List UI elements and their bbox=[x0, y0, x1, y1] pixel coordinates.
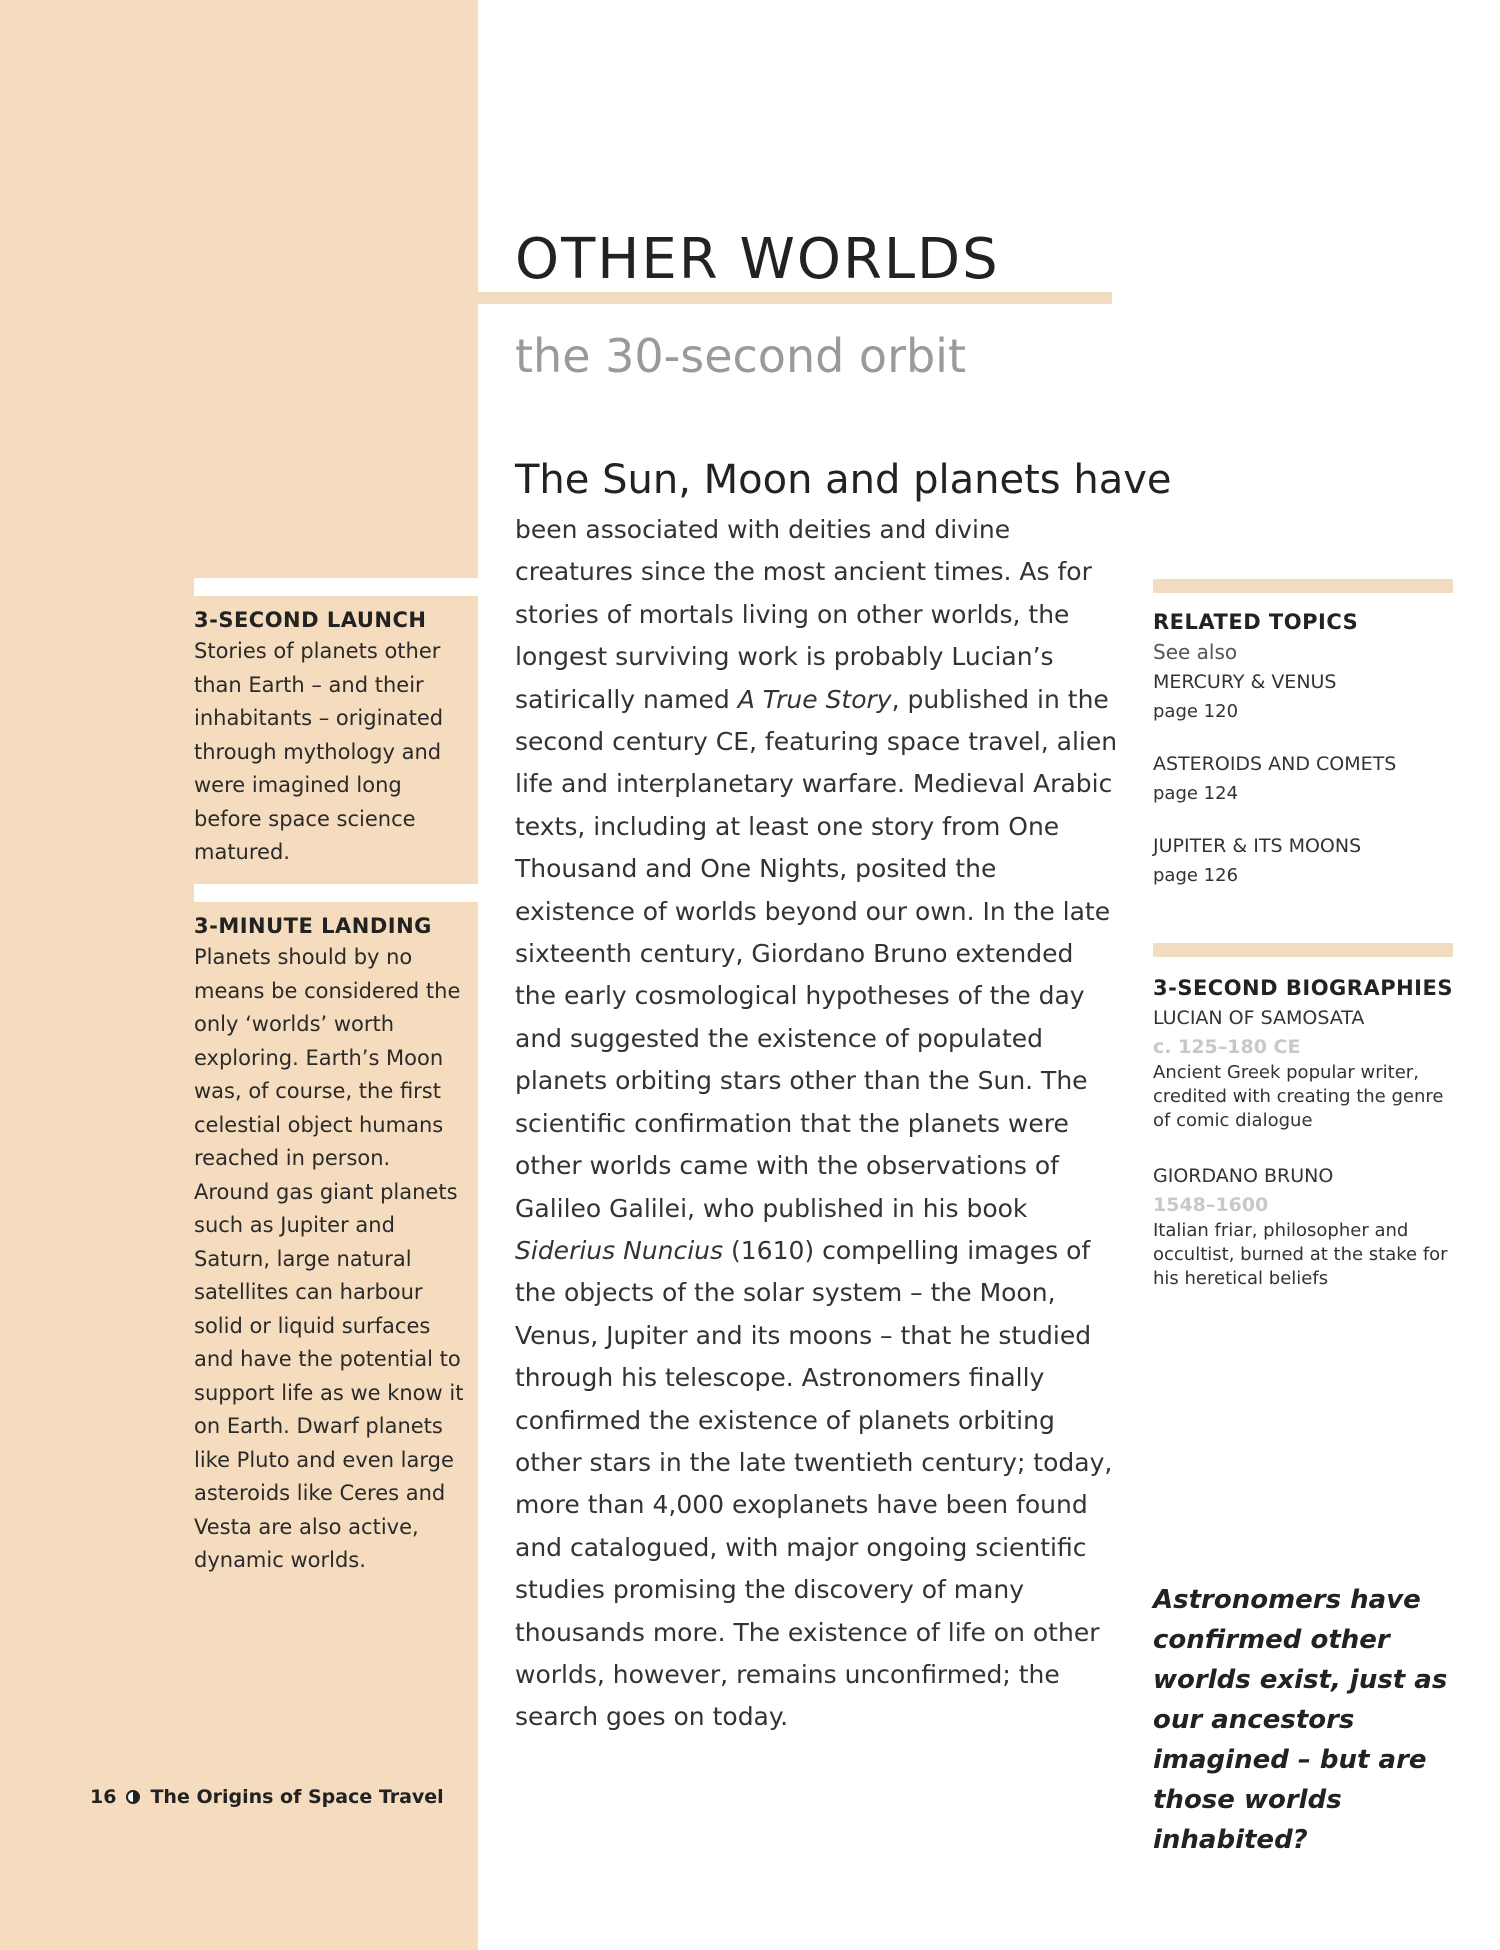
body-part-3: (1610) compelling images of the objects of the solar system – the Moon, Venus, Jupiter and its moons – that he studied through his telescope. Astronomers finally confirmed the existence of planets orbiting other stars in the late twentieth century; today, more than 4,000 exoplanets have been found and catalogued, with major ongoing scientific studies promising the discovery of many thousands more. The existence of life on other worlds, however, remains unconfirmed; the search goes on today. bbox=[515, 1235, 1113, 1732]
page-number: 16 bbox=[90, 1786, 117, 1808]
landing-text: Planets should by no means be considered the only ‘worlds’ worth exploring. Earth’s Moon was, of course, the first celestial object humans reached in person. Around gas giant planets such as Jupiter and Saturn, large natural satellites can harbour solid or liquid surfaces and have the potential to support life as we know it on Earth. Dwarf planets like Pluto and even large asteroids like Ceres and Vesta are also active, dynamic worlds. bbox=[194, 945, 464, 1572]
page-title: OTHER WORLDS bbox=[515, 227, 1000, 292]
related-topic-page: page 124 bbox=[1153, 783, 1239, 804]
landing-box-header-bar bbox=[194, 884, 478, 902]
related-topic-page: page 126 bbox=[1153, 865, 1239, 886]
related-topic-page: page 120 bbox=[1153, 701, 1239, 722]
body-italic-title-1: A True Story bbox=[737, 684, 892, 714]
body-italic-title-2: Siderius Nuncius bbox=[515, 1235, 724, 1265]
bio-dates: c. 125–180 CE bbox=[1153, 1036, 1301, 1058]
half-circle-icon bbox=[126, 1790, 140, 1804]
bio-description: Ancient Greek popular writer, credited with creating the genre of comic dialogue bbox=[1153, 1062, 1444, 1131]
biographies-heading: 3-SECOND BIOGRAPHIES bbox=[1153, 976, 1453, 1000]
landing-section bbox=[194, 911, 464, 1578]
see-also-label: See also bbox=[1153, 640, 1238, 664]
bio-dates: 1548–1600 bbox=[1153, 1194, 1269, 1216]
launch-box-header-bar bbox=[194, 578, 478, 596]
landing-heading: 3-MINUTE LANDING bbox=[194, 914, 432, 938]
bio-name: GIORDANO BRUNO bbox=[1153, 1165, 1334, 1187]
launch-section bbox=[194, 605, 464, 870]
page-footer bbox=[90, 1786, 444, 1808]
bio-description: Italian friar, philosopher and occultist, burned at the stake for his heretical beliefs bbox=[1153, 1220, 1448, 1289]
biographies-rule bbox=[1153, 943, 1453, 957]
launch-text: Stories of planets other than Earth – and their inhabitants – originated through mythology and were imagined long before space science matured. bbox=[194, 639, 444, 864]
related-rule bbox=[1153, 579, 1453, 593]
related-topic-name: JUPITER & ITS MOONS bbox=[1153, 835, 1362, 857]
body-part-1: been associated with deities and divine creatures since the most ancient times. As for stories of mortals living on other worlds, the longest surviving work is probably Lucian’s satirically named bbox=[515, 515, 1092, 714]
pull-quote: Astronomers have confirmed other worlds exist, just as our ancestors imagined – but are those worlds inhabited? bbox=[1153, 1585, 1448, 1855]
related-topic-name: ASTEROIDS AND COMETS bbox=[1153, 753, 1397, 775]
biographies-section bbox=[1153, 973, 1453, 1319]
body-part-2: , published in the second century CE, featuring space travel, alien life and interplanetary warfare. Medieval Arabic texts, including at least one story from One Thousand and One Nights, posited the existence of worlds beyond our own. In the late sixteenth century, Giordano Bruno extended the early cosmological hypotheses of the day and suggested the existence of populated planets orbiting stars other than the Sun. The scientific confirmation that the planets were other worlds came with the observations of Galileo Galilei, who published in his book bbox=[515, 684, 1118, 1223]
page-subtitle: the 30-second orbit bbox=[515, 329, 966, 383]
related-topic-name: MERCURY & VENUS bbox=[1153, 671, 1337, 693]
related-heading: RELATED TOPICS bbox=[1153, 610, 1359, 634]
section-name: The Origins of Space Travel bbox=[150, 1786, 444, 1808]
bio-name: LUCIAN OF SAMOSATA bbox=[1153, 1007, 1365, 1029]
main-body-text bbox=[515, 509, 1120, 1739]
intro-line: The Sun, Moon and planets have bbox=[515, 457, 1172, 503]
related-topics-section bbox=[1153, 607, 1453, 913]
title-rule bbox=[478, 292, 1112, 304]
launch-heading: 3-SECOND LAUNCH bbox=[194, 608, 427, 632]
